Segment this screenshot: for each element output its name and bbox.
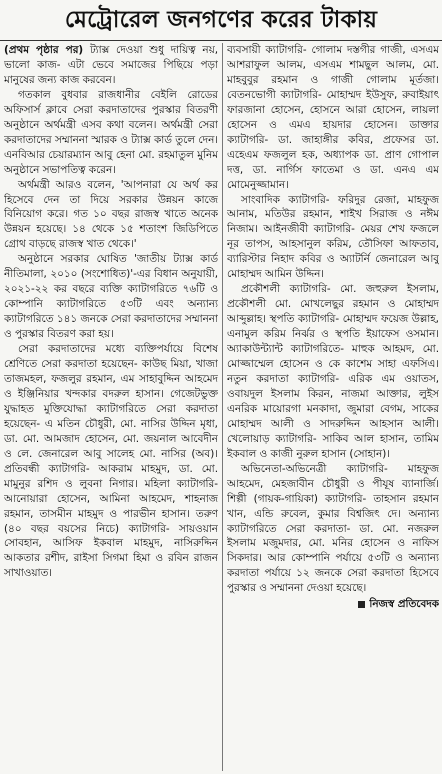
right-paragraph-4: অভিনেতা-অভিনেত্রী ক্যাটাগরি- মাহফুজ আহমেদ, মেহজাবীন চৌধুরী ও পীযূষ ব্যানার্জি। শিল্পী (গায়ক-গায়িকা) ক্যাটাগরি- তাহসান রহমান খান, এন্ডি রুবেল, কুমার বিশ্বজিৎ দে। অন্যান্য ক্যাটাগরিতে সেরা করদাতা- ডা. মো. নজরুল ইসলাম মজুমদার, মো. মনির হোসেন ও নাফিস সিকদার। আর কোম্পানি পর্যায়ে ৫৩টি ও অন্যান্য করদাতা পর্যায়ে ১২ জনকে সেরা করদাতা হিসেবে পুরস্কার ও সম্মাননা দেওয়া হয়েছে। (227, 462, 439, 595)
left-paragraph-1 (4, 43, 218, 88)
right-paragraph-2: সাংবাদিক ক্যাটাগরি- ফরিদুর রেজা, মাহফুজ আনাম, মতিউর রহমান, শাইখ সিরাজ ও নঈম নিজাম। আইনজীবী ক্যাটাগরি- মেয়র শেখ ফজলে নূর তাপস, আহসানুল করিম, তৌসিফা আফতাব, ব্যারিস্টার নিহাদ কবির ও অ্যাটর্নি জেনারেল আবু মোহাম্মদ আমিন উদ্দিন। (227, 193, 439, 281)
column-divider (222, 43, 223, 771)
byline-text: নিজস্ব প্রতিবেদক (369, 598, 439, 611)
right-paragraph-1: ব্যবসায়ী ক্যাটাগরি- গোলাম দস্তগীর গাজী, এসএম আশরাফুল আলম, এসএম শামছুল আলম, মো. মাহবুবুর রহমান ও গাজী গোলাম মূর্তজা। বেতনভোগী ক্যাটাগরি- মোহাম্মদ ইউসুফ, রুবাইয়াৎ ফারজানা হোসেন, হোসনে আরা হোসেন, লায়লা হোসেন ও এমএ হায়দার হোসেন। ডাক্তার ক্যাটাগরি- ডা. জাহাঙ্গীর কবির, প্রফেসর ডা. এহেএম ফজলুল হক, অধ্যাপক ডা. প্রাণ গোপাল দত্ত, ডা. নার্গিস ফাতেমা ও ডা. এনএ এম মোমেনুজ্জামান। (227, 44, 439, 191)
left-column (4, 43, 218, 771)
left-paragraph-4: অনুষ্ঠানে সরকার ঘোষিত 'জাতীয় ট্যাক্স কার্ড নীতিমালা, ২০১০ (সংশোধিত)'-এর বিধান অনুযায়ী, ২০২১-২২ কর বছরে ব্যক্তি ক্যাটাগরিতে ৭৬টি ও কোম্পানি ক্যাটাগরিতে ৫৩টি এবং অন্যান্য ক্যাটাগরিতে ১৪১ জনকে সেরা করদাতাদের সম্মাননা ও পুরস্কার বিতরণ করা হয়। (4, 253, 218, 341)
right-column (227, 43, 439, 771)
byline (227, 597, 439, 612)
headline: মেট্রোরেল জনগণের করের টাকায় (0, 0, 442, 41)
square-bullet-icon (358, 601, 365, 608)
left-paragraph-5: সেরা করদাতাদের মধ্যে ব্যক্তিপর্যায়ে বিশেষ শ্রেণিতে সেরা করদাতা হয়েছেন- কাউছ মিয়া, খাজা তাজমহল, ফজলুর রহমান, এম সাহাবুদ্দিন আহমেদ ও ইঞ্জিনিয়ার খন্দকার বদরুল হাসান। গেজেটভুক্ত যুদ্ধাহত মুক্তিযোদ্ধা ক্যাটাগরিতে সেরা করদাতা হয়েছেন- এ মতিন চৌধুরী, মো. নাসির উদ্দিন মৃধা, ডা. মো. আমজাদ হোসেন, মো. জয়নাল আবেদীন ও লে. জেনারেল আবু সালেহ মো. নাসির (অব)। প্রতিবন্ধী ক্যাটাগরি- আকরাম মাহমুদ, ডা. মো. মামুনুর রশিদ ও লুবনা নিগার। মহিলা ক্যাটাগরি- আনোয়ারা হোসেন, আমিনা আহমেদ, শাহনাজ রহমান, তাসমীন মাহমুদ ও পারভীন হাসান। তরুণ (৪০ বছর বয়সের নিচে) ক্যাটাগরি- সায়ওয়ান সোবহান, আসিফ ইকবাল মাহমুদ, নাসিরুদ্দিন আকতার রশীদ, রাইসা সিগমা হিমা ও রবিন রাজন সাখাওয়াত। (4, 343, 218, 580)
right-paragraph-3: প্রকৌশলী ক্যাটাগরি- মো. জহুরুল ইসলাম, প্রকৌশলী মো. মোখলেছুর রহমান ও মোহাম্মদ আব্দুল্লাহ। স্থপতি ক্যাটাগরি- মোহাম্মদ ফয়েজ উল্লাহ, এনামুল করিম নির্ঝর ও স্থপতি ইয়াফেস ওসমান। অ্যাকাউন্ট্যান্ট ক্যাটাগরিতে- মাহুক আহমদ, মো. মোজ্জাম্মেল হোসেন ও কে কাশেম সাহা এফসিএ। নতুন করদাতা ক্যাটাগরি- এরিক এম ওয়াতস, ওবায়দুল ইসলাম কিরন, নাজমা আক্তার, লুইস এনরিক মায়োরগা মনকাদা, জুমারা বেগম, সাকের মোহাম্মদ আলী ও সাদরুদ্দিন আহসান আলী। খেলোয়াড় ক্যাটাগরি- সাকিব আল হাসান, তামিম ইকবাল ও কাজী নুরুল হাসান (সোহান)। (227, 283, 439, 460)
continuation-label: (প্রথম পৃষ্ঠার পর) (4, 44, 84, 56)
left-paragraph-3: অর্থমন্ত্রী আরও বলেন, 'আপনারা যে অর্থ কর হিসেবে দেন তা দিয়ে সরকার উন্নয়ন কাজে বিনিয়োগ করে। গত ১০ বছর রাজস্ব খাতে অনেক উন্নয়ন হয়েছে। ১৪ থেকে ১৫ শতাংশ জিডিপিতে গ্রোথ বাড়ছে রাজস্ব খাত থেকে।' (4, 178, 218, 251)
paragraph-text: ট্যাক্স দেওয়া শুধু দায়িত্ব নয়, ভালো কাজ- এটা ভেবে সমাজের পিছিয়ে পড়া মানুষের জন্য কাজ করবেন। (4, 44, 218, 86)
left-paragraph-2: গতকাল বুধবার রাজধানীর বেইলি রোডের অফিসার্স ক্লাবে সেরা করদাতাদের পুরস্কার বিতরণী অনুষ্ঠানে অর্থমন্ত্রী এসব কথা বলেন। অর্থমন্ত্রী সেরা করদাতাদের সম্মাননা স্মারক ও ট্যাক্স কার্ড তুলে দেন। এনবিআর চেয়ারম্যান আবু হেনা মো. রহমাতুল মুনিম অনুষ্ঠানে সভাপতিত্ব করেন। (4, 88, 218, 176)
